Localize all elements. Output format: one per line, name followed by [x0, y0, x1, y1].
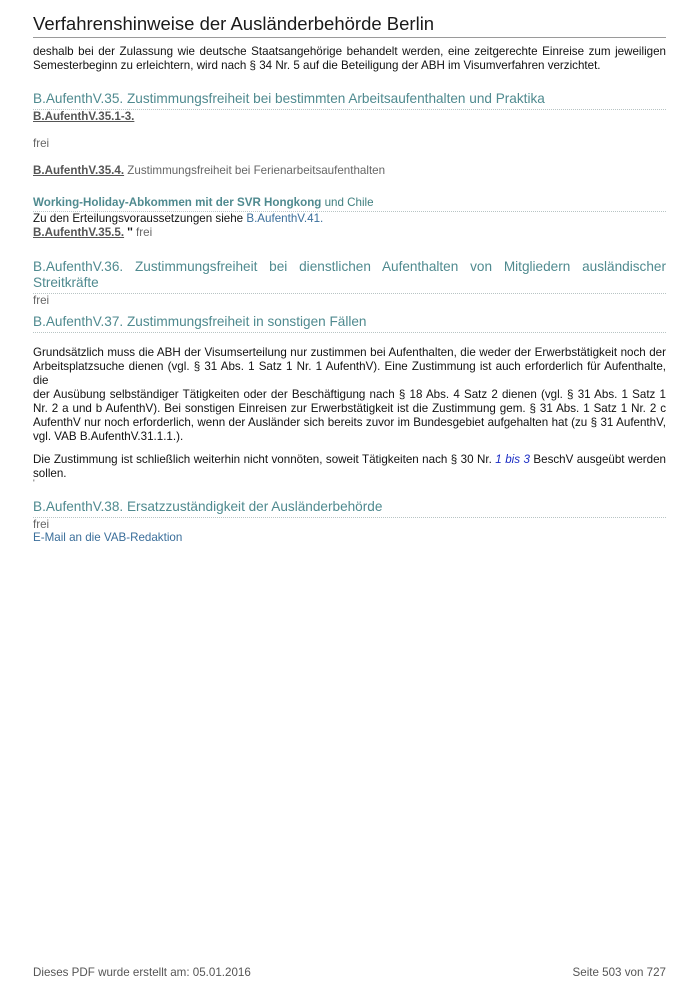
working-holiday-rest: und Chile: [321, 196, 374, 209]
conditions-link[interactable]: B.AufenthV.41.: [246, 212, 324, 225]
intro-paragraph: [33, 45, 666, 73]
para2-line-1: [33, 453, 666, 467]
section-37-heading: B.AufenthV.37. Zustimmungsfreiheit in sonstigen Fällen: [33, 314, 666, 333]
section-36-heading-line-2: Streitkräfte: [33, 275, 99, 290]
conditions-text: Zu den Erteilungsvoraussetzungen siehe: [33, 212, 247, 225]
ref-35-5-line: [33, 226, 152, 240]
working-holiday-bold: Working-Holiday-Abkommen mit der SVR Hongkong: [33, 196, 322, 209]
ref-35-1-3[interactable]: [33, 110, 134, 124]
para2-post: BeschV ausgeübt werden: [529, 453, 666, 466]
ref-35-4-line: [33, 164, 385, 178]
working-holiday-heading: [33, 196, 666, 212]
ref-35-4-link[interactable]: B.AufenthV.35.4.: [33, 164, 125, 177]
document-page: [33, 0, 666, 990]
page-title: Verfahrenshinweise der Ausländerbehörde Berlin: [33, 13, 435, 34]
ref-35-4-text: Zustimmungsfreiheit bei Ferienarbeitsaufenthalten: [124, 164, 386, 177]
para2-link[interactable]: 1 bis 3: [495, 453, 530, 466]
title-divider: [33, 37, 666, 38]
frei-36: frei: [33, 294, 50, 307]
stray-tick: ': [33, 478, 35, 488]
section-37-paragraph-2: [33, 453, 666, 481]
section-37-line: Grundsätzlich muss die ABH der Visumserteilung nur zustimmen bei Aufenthalten, die weder der Erwerbstätigkeit noch der: [33, 346, 666, 359]
section-36-heading-line-1: B.AufenthV.36. Zustimmungsfreiheit bei dienstlichen Aufenthalten von Mitgliedern ausländischer: [33, 259, 666, 274]
ref-35-5-link[interactable]: B.AufenthV.35.5.: [33, 226, 125, 239]
section-37-paragraph: [33, 346, 666, 444]
section-35-heading: B.AufenthV.35. Zustimmungsfreiheit bei bestimmten Arbeitsaufenthalten und Praktika: [33, 91, 666, 110]
ref-35-1-3-link[interactable]: B.AufenthV.35.1-3.: [33, 110, 135, 123]
frei-35-1-3: frei: [33, 137, 50, 150]
section-37-line: der Ausübung selbständiger Tätigkeiten oder der Beschäftigung nach § 18 Abs. 4 Satz 2 dienen (vgl. § 31 Abs. 1 Satz 1: [33, 388, 666, 401]
para2-pre: Die Zustimmung ist schließlich weiterhin nicht vonnöten, soweit Tätigkeiten nach § 30 Nr.: [33, 453, 496, 466]
section-36-heading: [33, 259, 666, 294]
intro-line-2: Semesterbeginn zu erleichtern, wird nach § 34 Nr. 5 auf die Beteiligung der ABH im Visumverfahren verzichtet.: [33, 59, 601, 72]
section-38-heading: B.AufenthV.38. Ersatzzuständigkeit der Ausländerbehörde: [33, 499, 666, 518]
section-37-line: vgl. VAB B.AufenthV.31.1.1.).: [33, 430, 184, 443]
ref-35-5-frei: frei: [132, 226, 153, 239]
intro-line-1: deshalb bei der Zulassung wie deutsche Staatsangehörige behandelt werden, eine zeitgerechte Einreise zum jeweiligen: [33, 45, 666, 58]
para2-line-2: sollen.: [33, 467, 67, 480]
conditions-line: [33, 212, 323, 226]
frei-38: frei: [33, 518, 50, 531]
email-editor-link[interactable]: E-Mail an die VAB-Redaktion: [33, 531, 183, 544]
section-37-line: Arbeitsplatzsuche dienen (vgl. § 31 Abs. 1 Satz 1 Nr. 1 AufenthV). Eine Zustimmung ist auch erforderlich für Aufenthalte, die: [33, 360, 666, 387]
section-37-line: Nr. 2 a und b AufenthV). Bei sonstigen Einreisen zur Erwerbstätigkeit ist die Zustimmung gem. § 31 Abs. 1 Satz 1 Nr. 2 c: [33, 402, 666, 415]
footer-created-date: Dieses PDF wurde erstellt am: 05.01.2016: [33, 966, 251, 979]
ref-35-5-quote: '': [124, 226, 133, 239]
section-37-line: AufenthV nur noch erforderlich, wenn der Ausländer sich bereits zuvor im Bundesgebiet aufgehalten hat (zu § 31 AufenthV,: [33, 416, 666, 429]
footer-page-number: Seite 503 von 727: [572, 966, 666, 979]
